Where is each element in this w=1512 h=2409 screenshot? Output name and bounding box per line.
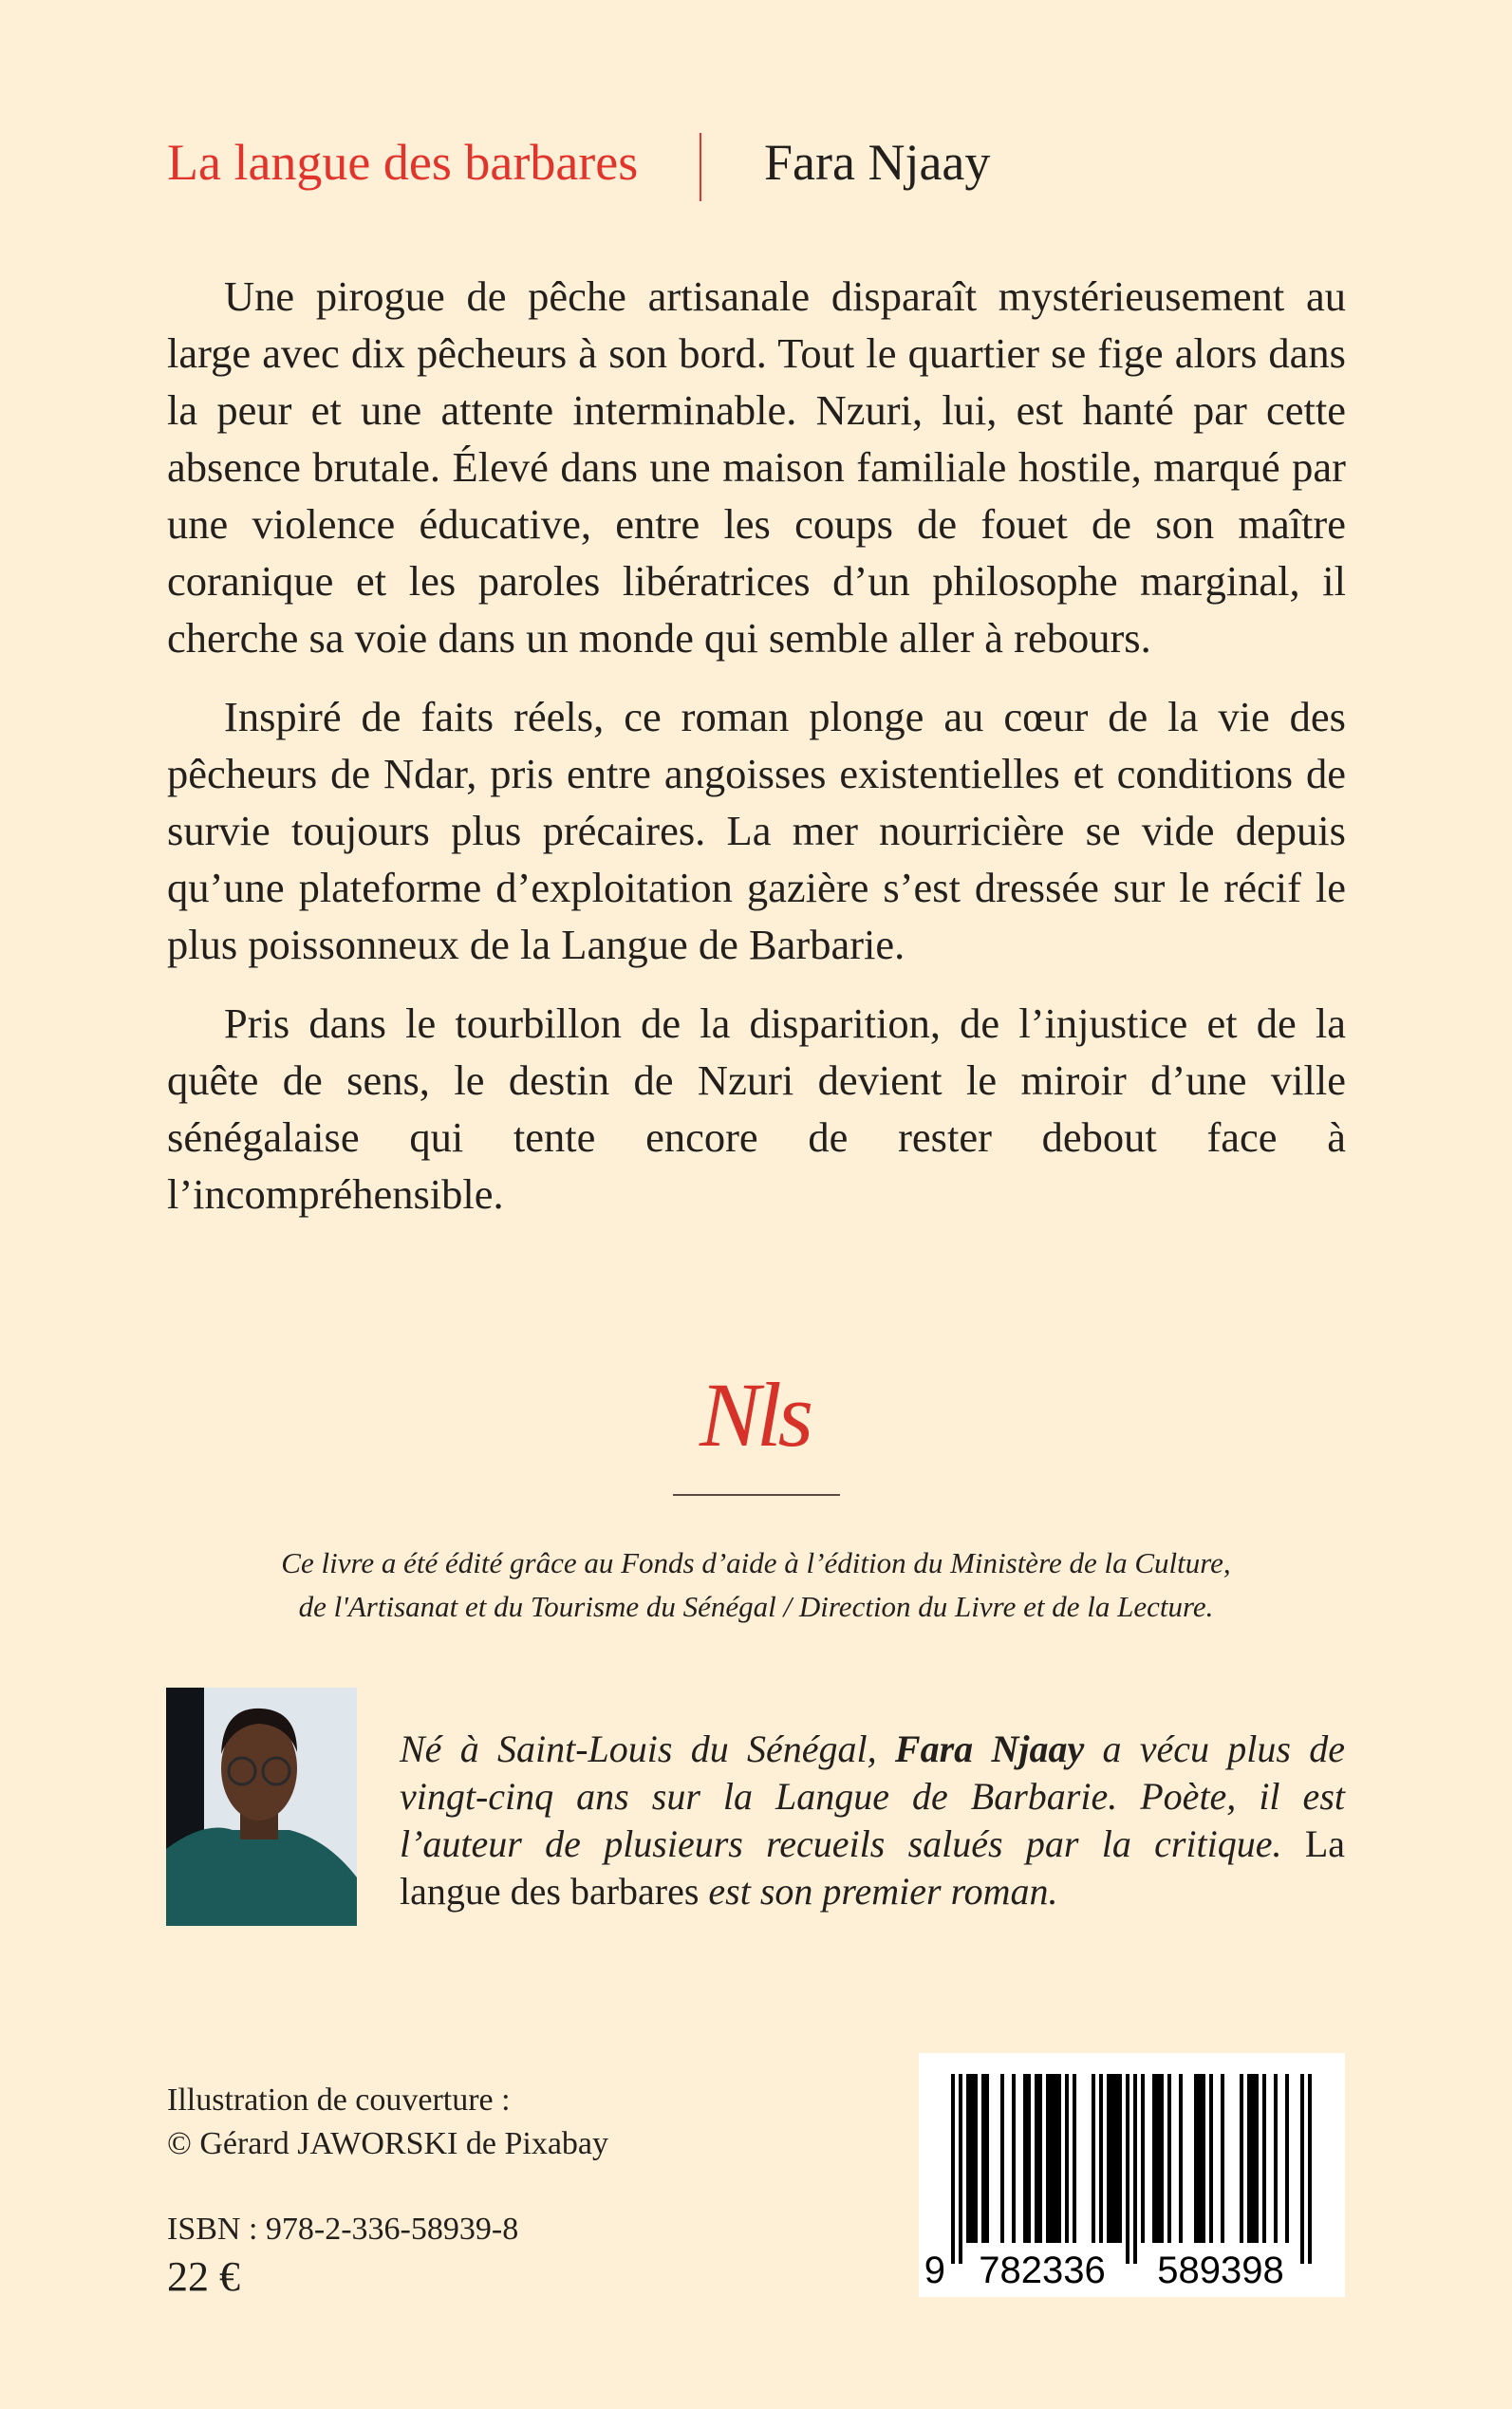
barcode-bar	[1152, 2074, 1156, 2243]
funding-note-line: Ce livre a été édité grâce au Fonds d’aide à l’édition du Ministère de la Culture,	[281, 1546, 1231, 1579]
barcode-graphic	[919, 2053, 1345, 2297]
barcode-bar	[1114, 2074, 1118, 2243]
illustration-label: Illustration de couverture :	[167, 2082, 511, 2118]
bio-book-title: La langue des barbares	[400, 1822, 1345, 1913]
barcode-digits: 782336	[979, 2250, 1106, 2291]
barcode-bar	[1202, 2074, 1205, 2243]
barcode-bar	[1285, 2074, 1289, 2243]
author-photo	[166, 1688, 357, 1926]
barcode-bar	[1099, 2074, 1103, 2243]
barcode-bar	[1107, 2074, 1111, 2243]
blurb-paragraph: Inspiré de faits réels, ce roman plonge au cœur de la vie des pêcheurs de Ndar, pris entre angoisses existentielles et conditions de survie toujours plus précaires. La mer nourricière se vide depuis qu’une plateforme d’exploitation gazière s’est dressée sur le récif le plus poissonneux de la Langue de Barbarie.	[167, 693, 1346, 968]
author-name: Fara Njaay	[764, 134, 991, 191]
blurb	[167, 268, 1346, 1244]
bio-author-name: Fara Njaay	[894, 1727, 1085, 1770]
barcode-bar	[1126, 2074, 1129, 2264]
price: 22 €	[167, 2253, 240, 2300]
barcode-bar	[1000, 2074, 1004, 2243]
logo-underline	[673, 1494, 840, 1496]
barcode-bar	[1308, 2074, 1312, 2264]
title-divider	[700, 133, 701, 201]
barcode-bar	[1054, 2074, 1057, 2243]
illustration-credit-text: © Gérard JAWORSKI de Pixabay	[167, 2126, 609, 2161]
book-title: La langue des barbares	[167, 134, 639, 191]
barcode-bar	[1141, 2074, 1145, 2243]
bio-text: a vécu plus de vingt-cinq ans sur la Langue de Barbarie. Poète, il est l’auteur de plusieurs recueils salués par la critique.	[400, 1727, 1346, 1865]
barcode	[919, 2053, 1345, 2297]
barcode-digits: 9	[924, 2250, 945, 2291]
barcode-digits: 589398	[1157, 2250, 1284, 2291]
author-bio	[400, 1726, 1345, 1915]
barcode-bar	[1198, 2074, 1202, 2243]
barcode-bar	[1035, 2074, 1038, 2243]
publisher-logo: Nls	[699, 1364, 811, 1466]
barcode-bar	[1262, 2074, 1266, 2243]
isbn: ISBN : 978-2-336-58939-8	[167, 2212, 519, 2247]
barcode-bar	[1209, 2074, 1213, 2243]
barcode-bar	[1179, 2074, 1183, 2243]
barcode-bar	[1073, 2074, 1076, 2243]
barcode-bar	[959, 2074, 962, 2264]
barcode-bar	[981, 2074, 985, 2243]
illustration-credit	[167, 2079, 608, 2166]
barcode-bar	[1012, 2074, 1016, 2243]
barcode-bar	[1240, 2074, 1243, 2243]
barcode-bar	[1167, 2074, 1171, 2243]
barcode-bar	[1046, 2074, 1050, 2243]
barcode-bar	[1300, 2074, 1304, 2264]
barcode-bar	[1156, 2074, 1160, 2243]
barcode-bar	[1050, 2074, 1054, 2243]
bio-text: est son premier roman.	[699, 1870, 1058, 1913]
barcode-bar	[951, 2074, 955, 2264]
barcode-bar	[1133, 2074, 1137, 2264]
barcode-bar	[985, 2074, 989, 2243]
barcode-bar	[1251, 2074, 1255, 2243]
barcode-bar	[1027, 2074, 1031, 2243]
barcode-bar	[974, 2074, 978, 2243]
barcode-bar	[966, 2074, 970, 2243]
barcode-bar	[1057, 2074, 1061, 2243]
barcode-bar	[1274, 2074, 1278, 2243]
bio-text: Né à Saint-Louis du Sénégal,	[400, 1727, 895, 1770]
barcode-bar	[970, 2074, 974, 2243]
barcode-bar	[1160, 2074, 1164, 2243]
barcode-bar	[1255, 2074, 1259, 2243]
barcode-bar	[1194, 2074, 1198, 2243]
barcode-bar	[1023, 2074, 1027, 2243]
barcode-bar	[1065, 2074, 1069, 2243]
barcode-bar	[1038, 2074, 1042, 2243]
barcode-bar	[1118, 2074, 1122, 2243]
blurb-paragraph: Une pirogue de pêche artisanale disparaît mystérieusement au large avec dix pêcheurs à son bord. Tout le quartier se fige alors dans la peur et une attente interminable. Nzuri, lui, est hanté par cette absence brutale. Élevé dans une maison familiale hostile, marqué par une violence éducative, entre les coups de fouet de son maître coranique et les paroles libératrices d’un philosophe marginal, il cherche sa voie dans un monde qui semble aller à rebours.	[167, 272, 1346, 662]
barcode-bar	[1221, 2074, 1224, 2243]
blurb-paragraph: Pris dans le tourbillon de la disparition, de l’injustice et de la quête de sens, le destin de Nzuri devient le miroir d’une ville sénégalaise qui tente encore de rester debout face à l’incompréhensible.	[167, 999, 1346, 1218]
funding-note-line: de l'Artisanat et du Tourisme du Sénégal / Direction du Livre et de la Lecture.	[298, 1590, 1214, 1623]
barcode-bar	[1111, 2074, 1114, 2243]
barcode-bar	[1092, 2074, 1095, 2243]
barcode-bar	[1247, 2074, 1251, 2243]
funding-note	[142, 1541, 1370, 1629]
